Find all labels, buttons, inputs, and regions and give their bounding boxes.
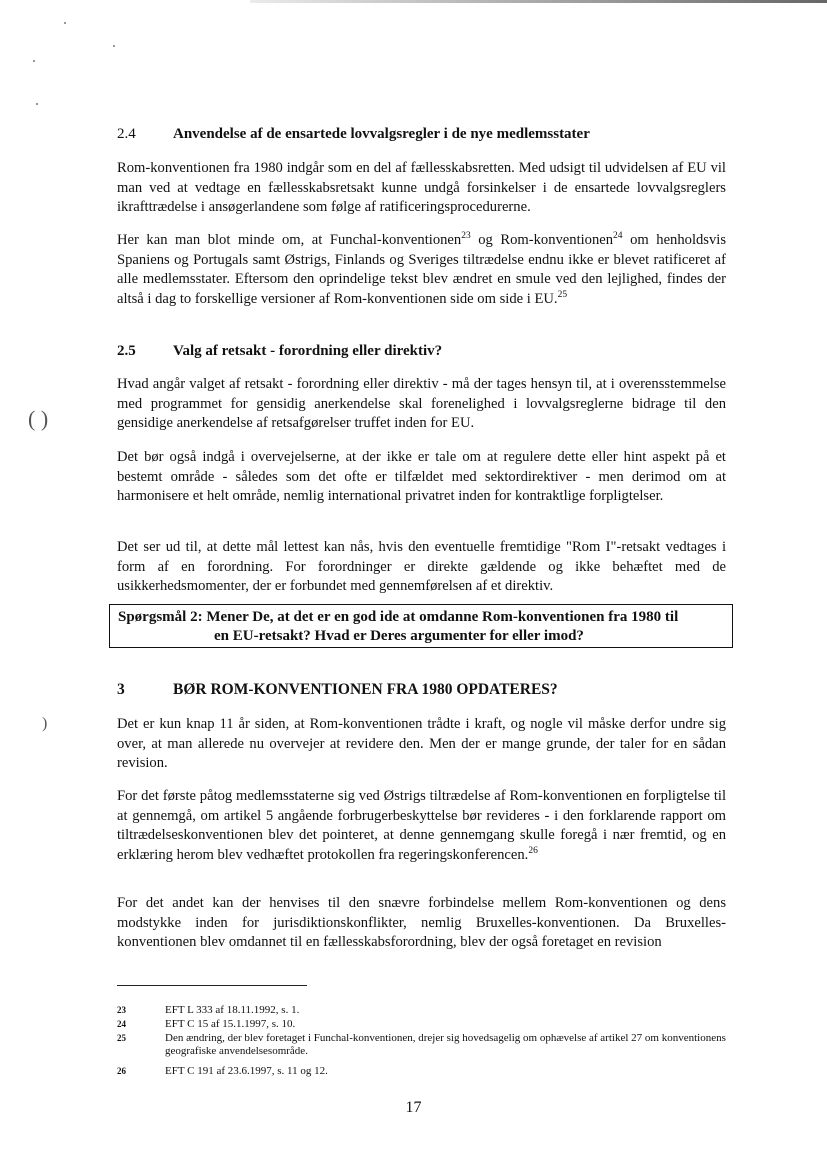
footnote-mark: 26 [117, 1066, 126, 1076]
section-number: 2.5 [117, 343, 136, 359]
question-line: Spørgsmål 2: Mener De, at det er en god ide at omdanne Rom-konventionen fra 1980 til [118, 609, 679, 625]
footnote-ref: 24 [613, 231, 623, 242]
footnote-ref: 26 [528, 845, 538, 856]
section-number: 3 [117, 681, 125, 698]
section-title: BØR ROM-KONVENTIONEN FRA 1980 OPDATERES? [173, 681, 558, 698]
paragraph [117, 787, 726, 865]
scan-speck [64, 22, 66, 24]
section-number: 2.4 [117, 126, 136, 142]
page-number: 17 [405, 1099, 422, 1116]
footnote-text: EFT L 333 af 18.11.1992, s. 1. [165, 1004, 300, 1016]
scan-top-edge [250, 0, 827, 3]
margin-mark: ) [42, 715, 48, 732]
paragraph: Det er kun knap 11 år siden, at Rom-konventionen trådte i kraft, og nogle vil måske derfor undre sig over, at man allerede nu overvejer at revidere den. Men der er mange grunde, der taler for en sådan revision. [117, 716, 726, 772]
paragraph-text: For det første påtog medlemsstaterne sig ved Østrigs tiltrædelse af Rom-konventionen en forpligtelse til at gennemgå, om artikel 5 angående forbrugerbeskyttelse bør revideres - i den forklarende rapport om tiltrædelseskonventionen blev det pointeret, at denne gennemgang skulle foregå i nær fremtid, og en erklæring herom blev vedhæftet protokollen fra regeringskonferencen. [117, 788, 726, 863]
paragraph: Det ser ud til, at dette mål lettest kan nås, hvis den eventuelle fremtidige "Rom I"-retsakt vedtages i form af en forordning. For forordninger er direkte gældende og ikke behæftet med de usikkerhedsmomenter, der er forbundet med gennemførelsen af et direktiv. [117, 539, 726, 595]
paragraph: Rom-konventionen fra 1980 indgår som en del af fællesskabsretten. Med udsigt til udvidelsen af EU vil man ved at vedtage en fællesskabsretsakt kunne undgå forsinkelser i de ensartede lovvalgsreglers ikrafttrædelse i ansøgerlandene som følge af ratificeringsprocedurerne. [117, 160, 726, 216]
scan-speck [36, 103, 38, 105]
section-title: Valg af retsakt - forordning eller direktiv? [173, 343, 443, 359]
footnote [117, 1018, 729, 1031]
footnote-text: EFT C 191 af 23.6.1997, s. 11 og 12. [165, 1065, 328, 1077]
footnote-text: EFT C 15 af 15.1.1997, s. 10. [165, 1018, 296, 1030]
footnote-ref: 25 [557, 289, 568, 300]
paragraph: Det bør også indgå i overvejelserne, at der ikke er tale om at regulere dette eller hint aspekt på et bestemt område - således som det ofte er tilfældet med sektordirektiver - men derimod om at harmonisere et helt område, nemlig international privatret inden for kontraktlige forpligtelser. [117, 449, 726, 505]
footnote [117, 1032, 729, 1060]
footnote-mark: 23 [117, 1005, 126, 1015]
footnote-text: Den ændring, der blev foretaget i Funchal-konventionen, drejer sig hovedsagelig om ophævelse af artikel 27 om konventionens geografiske anvendelsesområde. [165, 1032, 726, 1057]
paragraph-text: Her kan man blot minde om, at Funchal-konventionen [117, 232, 462, 248]
footnote-ref: 23 [461, 231, 471, 242]
paragraph-text: om henholdsvis Spaniens og Portugals samt Østrigs, Finlands og Sveriges tiltrædelse endnu ikke er blevet ratificeret af alle medlemsstater. Eftersom den oprindelige tekst blev ændret en smule ved den lejlighed, findes der altså i dag to forskellige versioner af Rom-konventionen side om side i EU. [117, 232, 727, 307]
footnote-mark: 25 [117, 1033, 126, 1043]
section-heading-2-5 [117, 343, 442, 360]
paragraph: For det andet kan der henvises til den snævre forbindelse mellem Rom-konventionen og dens modstykke inden for jurisdiktionskonflikter, nemlig Bruxelles-konventionen. Da Bruxelles-konventionen blev omdannet til en fællesskabsforordning, blev der også foretaget en revision [117, 895, 726, 951]
scan-speck [113, 45, 115, 47]
footnote [117, 1065, 729, 1078]
question-box [109, 604, 733, 648]
paragraph-text: og Rom-konventionen [470, 232, 614, 248]
section-title: Anvendelse af de ensartede lovvalgsregler i de nye medlemsstater [173, 126, 590, 142]
scan-speck [33, 60, 35, 62]
section-heading-2-4 [117, 126, 590, 143]
section-heading-3 [117, 681, 558, 699]
footnote [117, 1004, 729, 1017]
paragraph: Hvad angår valget af retsakt - forordning eller direktiv - må der tages hensyn til, at i overensstemmelse med programmet for gensidig anerkendelse skal forenelighed i lovvalgsreglerne bidrage til den gensidige anerkendelse af retsafgørelser truffet inden for EU. [117, 376, 726, 432]
question-line: en EU-retsakt? Hvad er Deres argumenter for eller imod? [214, 628, 584, 644]
footnote-separator [117, 985, 307, 986]
footnote-mark: 24 [117, 1019, 126, 1029]
paragraph [117, 231, 726, 309]
margin-mark: ( ) [28, 406, 49, 431]
